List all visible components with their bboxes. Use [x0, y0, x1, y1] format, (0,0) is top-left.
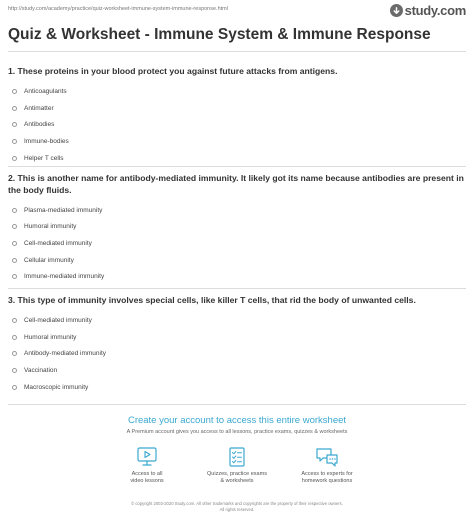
answer-option[interactable] [8, 346, 468, 363]
page-url: http://study.com/academy/practice/quiz-worksheet-immune-system-immune-response.html [8, 6, 228, 12]
option-label: Macroscopic immunity [24, 383, 89, 391]
feature-label-line: Access to experts for [301, 471, 353, 477]
answer-option[interactable] [8, 313, 468, 330]
answer-option[interactable] [8, 202, 468, 219]
page-title: Quiz & Worksheet - Immune System & Immune Response [8, 26, 431, 43]
answer-options [8, 202, 468, 285]
question-text: 2. This is another name for antibody-mediated immunity. It likely got its name because antibodies are present in the body fluids. [8, 173, 464, 195]
top-bar [0, 0, 474, 20]
feature-label [102, 471, 192, 485]
option-label: Vaccination [24, 367, 58, 375]
cta-divider [8, 404, 466, 405]
title-divider [8, 51, 466, 52]
copyright-line: © copyright 2003-2020 Study.com. All other trademarks and copyrights are the property of their respective owners. [131, 501, 343, 506]
option-label: Helper T cells [24, 154, 64, 162]
answer-option[interactable] [8, 100, 468, 117]
option-label: Immune-bodies [24, 138, 69, 146]
answer-option[interactable] [8, 268, 468, 285]
option-label: Cellular immunity [24, 256, 74, 264]
question-3 [8, 295, 468, 395]
radio-button[interactable] [12, 241, 17, 246]
option-label: Plasma-mediated immunity [24, 206, 103, 214]
answer-options [8, 313, 468, 396]
radio-button[interactable] [12, 258, 17, 263]
logo-arrow-icon [390, 4, 403, 17]
answer-option[interactable] [8, 252, 468, 269]
radio-button[interactable] [12, 274, 17, 279]
radio-button[interactable] [12, 318, 17, 323]
logo-text: study.com [404, 3, 466, 18]
option-label: Antibody-mediated immunity [24, 350, 107, 358]
option-label: Cell-mediated immunity [24, 317, 92, 325]
feature-video-lessons [102, 446, 192, 485]
radio-button[interactable] [12, 335, 17, 340]
radio-button[interactable] [12, 351, 17, 356]
answer-option[interactable] [8, 329, 468, 346]
radio-button[interactable] [12, 368, 17, 373]
option-label: Anticoagulants [24, 88, 67, 96]
feature-label [192, 471, 282, 485]
radio-button[interactable] [12, 224, 17, 229]
answer-option[interactable] [8, 150, 468, 167]
feature-label-line: & worksheets [220, 478, 254, 484]
video-lesson-icon [135, 446, 159, 468]
answer-option[interactable] [8, 219, 468, 236]
question-2 [8, 173, 468, 285]
cta-title-link[interactable]: Create your account to access this entire worksheet [127, 415, 347, 426]
feature-quizzes [192, 446, 282, 485]
option-label: Antibodies [24, 121, 55, 129]
answer-option[interactable] [8, 362, 468, 379]
copyright-notice [0, 501, 474, 512]
feature-label-line: Access to all [131, 471, 163, 477]
expert-chat-icon [314, 446, 340, 468]
answer-option[interactable] [8, 117, 468, 134]
answer-option[interactable] [8, 379, 468, 396]
option-label: Immune-mediated immunity [24, 273, 105, 281]
copyright-line: All rights reserved. [219, 506, 255, 512]
question-text: 3. This type of immunity involves special cells, like killer T cells, that rid the body of unwanted cells. [8, 295, 416, 305]
answer-option[interactable] [8, 84, 468, 101]
feature-label-line: homework questions [301, 478, 353, 484]
feature-label [282, 471, 372, 485]
question-divider [8, 166, 466, 167]
question-divider [8, 288, 466, 289]
radio-button[interactable] [12, 122, 17, 127]
radio-button[interactable] [12, 106, 17, 111]
question-text: 1. These proteins in your blood protect you against future attacks from antigens. [8, 66, 338, 76]
option-label: Cell-mediated immunity [24, 239, 92, 247]
quiz-checklist-icon [225, 446, 249, 468]
feature-experts [282, 446, 372, 485]
radio-button[interactable] [12, 208, 17, 213]
radio-button[interactable] [12, 139, 17, 144]
feature-label-line: Quizzes, practice exams [207, 471, 267, 477]
radio-button[interactable] [12, 156, 17, 161]
answer-option[interactable] [8, 133, 468, 150]
cta-subtitle: A Premium account gives you access to all lessons, practice exams, quizzes & worksheets [126, 429, 348, 435]
option-label: Humoral immunity [24, 223, 77, 231]
study-logo[interactable] [390, 3, 466, 18]
option-label: Humoral immunity [24, 333, 77, 341]
feature-label-line: video lessons [130, 478, 164, 484]
radio-button[interactable] [12, 89, 17, 94]
premium-cta [0, 408, 474, 527]
radio-button[interactable] [12, 385, 17, 390]
answer-options [8, 84, 468, 167]
answer-option[interactable] [8, 235, 468, 252]
option-label: Antimatter [24, 104, 54, 112]
question-1 [8, 66, 468, 166]
